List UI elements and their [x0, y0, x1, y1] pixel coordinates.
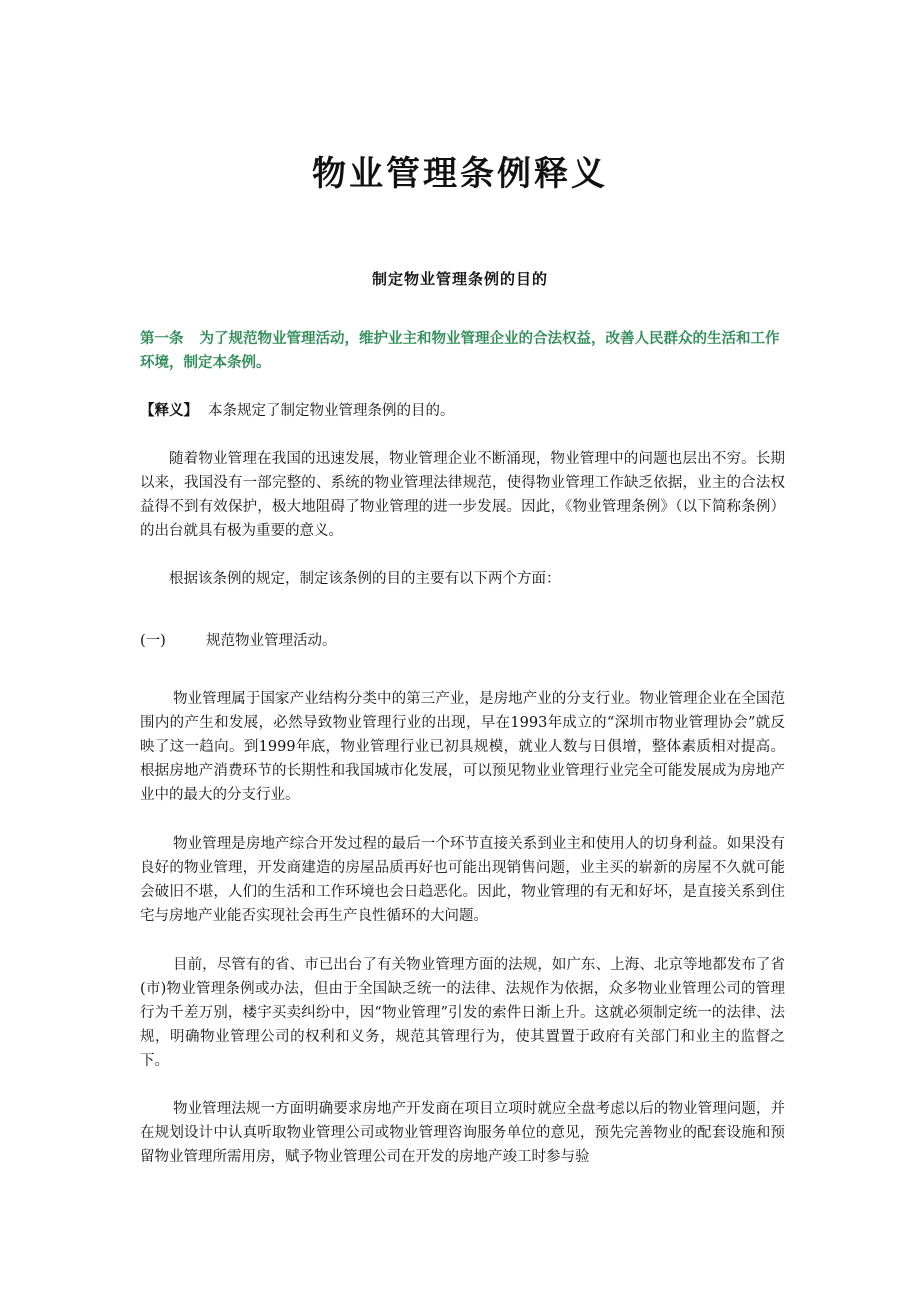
section-title: 制定物业管理条例的目的 — [371, 270, 548, 288]
body-paragraph-3: 目前，尽管有的省、市已出台了有关物业管理方面的法规，如广东、上海、北京等地都发布了省(市)物业管理条例或办法，但由于全国缺乏统一的法律、法规作为依据，众多物业业管理公司的管理行为千差万别，楼宇买卖纠纷中，因“物业管理”引发的索件日渐上升。这就必须制定统一的法律、法规，明确物业管理公司的权利和义务，规范其管理行为，使其置置于政府有关部门和业主的监督之下。 — [140, 957, 785, 1069]
subsection-number: (一) — [140, 633, 166, 649]
interpretation-text: 本条规定了制定物业管理条例的目的。 — [208, 403, 455, 419]
interpretation-line — [140, 399, 785, 423]
paragraph-intro: 随着物业管理在我国的迅速发展，物业管理企业不断涌现，物业管理中的问题也层出不穷。长期以来，我国没有一部完整的、系统的物业管理法律规范，使得物业管理工作缺乏依据，业主的合法权益得不到有效保护，极大地阻碍了物业管理的进一步发展。因此，《物业管理条例》（以下简称条例）的出台就具有极为重要的意义。 — [140, 451, 785, 539]
paragraph-aims: 根据该条例的规定，制定该条例的目的主要有以下两个方面： — [169, 571, 561, 587]
article-text: 为了规范物业管理活动，维护业主和物业管理企业的合法权益，改善人民群众的生活和工作环境，制定本条例。 — [140, 330, 780, 371]
document-title: 物业管理条例释义 — [312, 154, 608, 194]
body-paragraph-2: 物业管理是房地产综合开发过程的最后一个环节直接关系到业主和使用人的切身利益。如果没有良好的物业管理，开发商建造的房屋品质再好也可能出现销售问题，业主买的崭新的房屋不久就可能会破旧不堪，人们的生活和工作环境也会日趋恶化。因此，物业管理的有无和好坏，是直接关系到住宅与房地产业能否实现社会再生产良性循环的大问题。 — [140, 836, 785, 924]
body-paragraph-4: 物业管理法规一方面明确要求房地产开发商在项目立项时就应全盘考虑以后的物业管理问题，并在规划设计中认真听取物业管理公司或物业管理咨询服务单位的意见，预先完善物业的配套设施和预留物业管理所需用房，赋予物业管理公司在开发的房地产竣工时参与验 — [140, 1101, 785, 1165]
article-number: 第一条 — [140, 330, 184, 347]
interpretation-label: 【释义】 — [140, 402, 198, 419]
body-paragraph-1: 物业管理属于国家产业结构分类中的第三产业，是房地产业的分支行业。物业管理企业在全国范围内的产生和发展，必然导致物业管理行业的出现，早在1993年成立的“深圳市物业管理协会”就反映了这一趋向。到1999年底，物业管理行业已初具规模，就业人数与日俱增，整体素质相对提高。根据房地产消费环节的长期性和我国城市化发展，可以预见物业业管理行业完全可能发展成为房地产业中的最大的分支行业。 — [140, 691, 785, 803]
subsection-heading — [140, 629, 785, 653]
subsection-title: 规范物业管理活动。 — [206, 633, 337, 649]
article-one — [140, 327, 785, 375]
